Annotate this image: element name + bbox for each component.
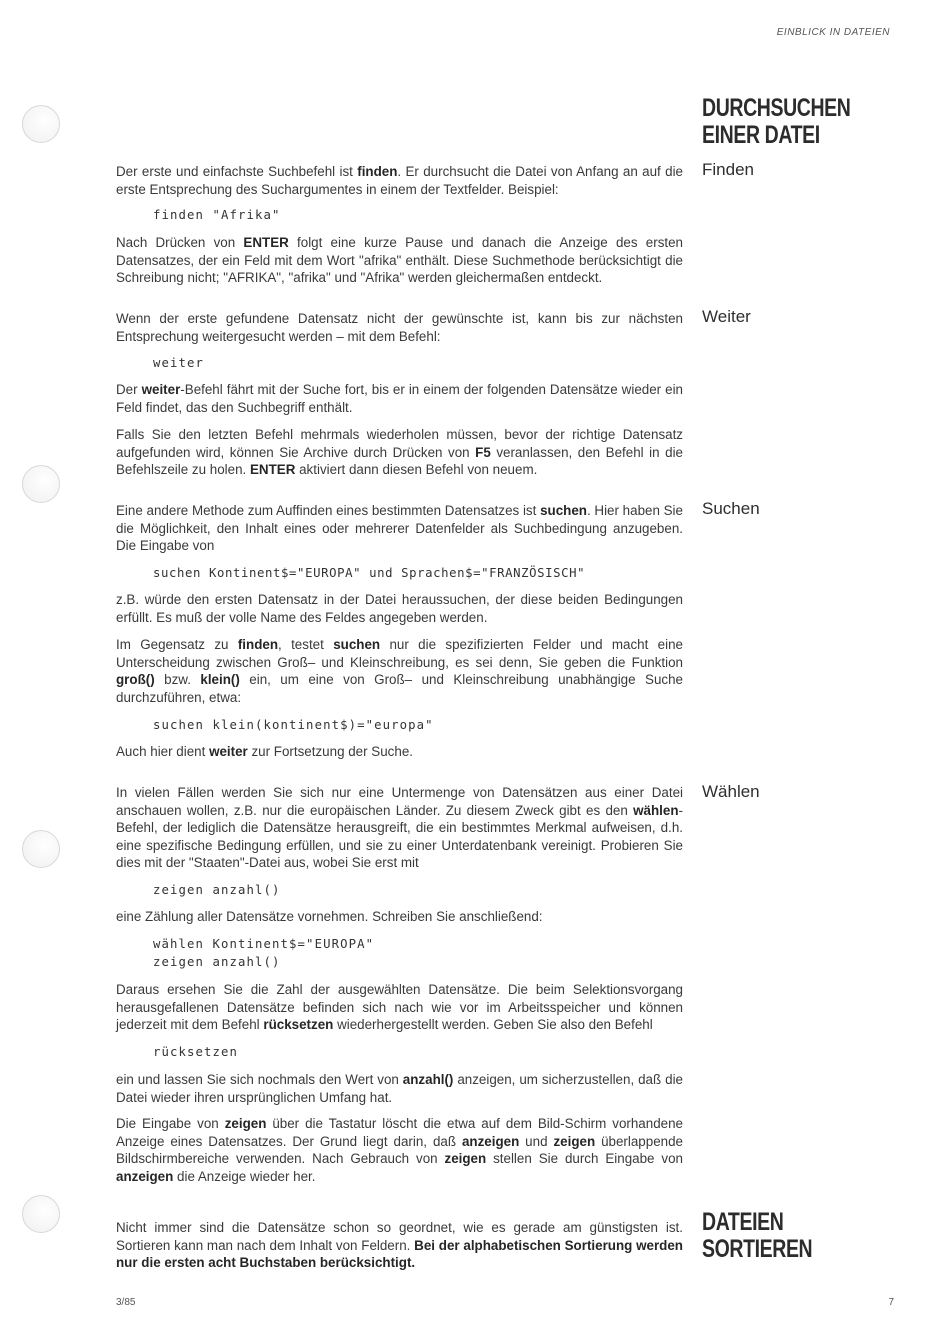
code-example: suchen Kontinent$="EUROPA" und Sprachen$="FRANZÖSISCH"	[153, 566, 586, 580]
paragraph: Nach Drücken von ENTER folgt eine kurze Pause und danach die Anzeige des ersten Datensatzes, der ein Feld mit dem Wort "afrika" enthält. Diese Suchmethode berücksichtigt die Schreibung nicht; "AFRIKA", "afrika" und "Afrika" werden gleichermaßen entdeckt.	[116, 235, 684, 286]
running-header: EINBLICK IN DATEIEN	[776, 27, 890, 38]
paragraph: eine Zählung aller Datensätze vornehmen. Schreiben Sie anschließend:	[116, 909, 543, 924]
paragraph: Der erste und einfachste Suchbefehl ist finden. Er durchsucht die Datei von Anfang an auf die erste Entsprechung des Suchargumentes in einem der Textfelder. Beispiel:	[116, 164, 683, 197]
code-example: wählen Kontinent$="EUROPA" zeigen anzahl()	[153, 937, 375, 969]
chapter-title-line: DATEIEN	[702, 1208, 784, 1236]
code-example: zeigen anzahl()	[153, 883, 281, 897]
side-heading-finden: Finden	[702, 160, 754, 179]
paragraph: Daraus ersehen Sie die Zahl der ausgewählten Datensätze. Die beim Selektionsvorgang herausgefallenen Datensätze befinden sich nach wie vor im Arbeitsspeicher und können jederzeit mit dem Befehl rücksetzen wiederhergestellt werden. Geben Sie also den Befehl	[116, 982, 683, 1033]
paragraph: z.B. würde den ersten Datensatz in der Datei heraussuchen, der diese beiden Bedingungen erfüllt. Es muß der volle Name des Feldes angegeben werden.	[116, 592, 683, 625]
code-example: suchen klein(kontinent$)="europa"	[153, 718, 434, 732]
paragraph: Auch hier dient weiter zur Fortsetzung der Suche.	[116, 744, 413, 759]
code-example: rücksetzen	[153, 1045, 239, 1059]
chapter-title-line: DURCHSUCHEN	[702, 94, 851, 122]
side-heading-suchen: Suchen	[702, 499, 760, 518]
paragraph: Nicht immer sind die Datensätze schon so geordnet, wie es gerade am günstigsten ist. Sortieren kann man nach dem Inhalt von Feldern. Bei der alphabetischen Sortierung werden nur die ersten acht Buchstaben berücksichtigt.	[116, 1220, 683, 1271]
paragraph: Der weiter-Befehl fährt mit der Suche fort, bis er in einem der folgenden Datensätze wieder ein Feld findet, das den Suchbegriff enthält.	[116, 382, 683, 415]
paragraph: Die Eingabe von zeigen über die Tastatur löscht die etwa auf dem Bild-Schirm vorhandene Anzeige eines Datensatzes. Der Grund liegt darin, daß anzeigen und zeigen überlappende Bildschirmbereiche verwenden. Nach Gebrauch von zeigen stellen Sie durch Eingabe von anzeigen die Anzeige wieder her.	[116, 1116, 683, 1184]
paragraph: Falls Sie den letzten Befehl mehrmals wiederholen müssen, bevor der richtige Datensatz aufgefunden wird, können Sie Archive durch Drücken von F5 veranlassen, den Befehl in die Befehlszeile zu holen. ENTER aktiviert dann diesen Befehl von neuem.	[116, 427, 683, 478]
chapter-title-sortieren	[702, 1209, 812, 1263]
paragraph: Im Gegensatz zu finden, testet suchen nur die spezifizierten Felder und macht eine Unterscheidung zwischen Groß– und Kleinschreibung, es sei denn, Sie geben die Funktion groß() bzw. klein() ein, um eine von Groß– und Kleinschreibung unabhängige Suche durchzuführen, etwa:	[116, 637, 683, 705]
paragraph: Wenn der erste gefundene Datensatz nicht der gewünschte ist, kann bis zur nächsten Entsprechung weitergesucht werden – mit dem Befehl:	[116, 311, 683, 344]
footer-date: 3/85	[116, 1297, 136, 1308]
chapter-title-line: EINER DATEI	[702, 121, 820, 149]
paragraph: Eine andere Methode zum Auffinden eines bestimmten Datensatzes ist suchen. Hier haben Sie die Möglichkeit, den Inhalt eines oder mehrerer Datenfelder als Suchbedingung anzugeben. Die Eingabe von	[116, 503, 683, 554]
side-heading-weiter: Weiter	[702, 307, 751, 326]
punch-hole	[22, 465, 60, 503]
paragraph: In vielen Fällen werden Sie sich nur eine Untermenge von Datensätzen aus einer Datei anschauen wollen, z.B. nur die europäischen Länder. Zu diesem Zweck gibt es den wählen-Befehl, der lediglich die Datensätze herausgreift, die ein bestimmtes Merkmal aufweisen, d.h. eine spezifische Bedingung erfüllen, und sie zu einer Unterdatenbank vereinigt. Probieren Sie dies mit der "Staaten"-Datei aus, wobei Sie erst mit	[116, 785, 683, 871]
punch-hole	[22, 1195, 60, 1233]
chapter-title-durchsuchen	[702, 95, 850, 149]
page-number: 7	[888, 1297, 894, 1308]
punch-hole	[22, 105, 60, 143]
code-example: finden "Afrika"	[153, 208, 281, 222]
paragraph: ein und lassen Sie sich nochmals den Wert von anzahl() anzeigen, um sicherzustellen, daß die Datei wieder ihren ursprünglichen Umfang hat.	[116, 1072, 683, 1105]
chapter-title-line: SORTIEREN	[702, 1235, 813, 1263]
punch-hole	[22, 830, 60, 868]
side-heading-waehlen: Wählen	[702, 782, 760, 801]
code-example: weiter	[153, 356, 205, 370]
